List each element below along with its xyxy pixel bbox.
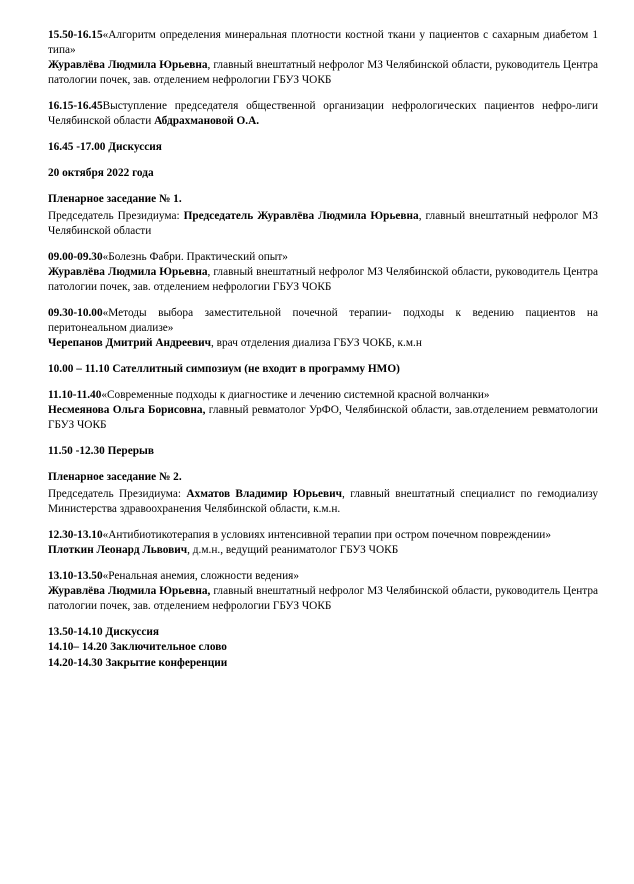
entry-time: 11.10-11.40 — [48, 389, 102, 402]
program-entry — [48, 528, 598, 558]
entry-speaker-details: главный ревматолог УрФО, Челябинской области, зав.отделением ревматологии ГБУЗ ЧОКБ — [48, 404, 598, 432]
chair-prefix: Председатель Президиума: — [48, 488, 187, 501]
discussion-text: 16.45 -17.00 Дискуссия — [48, 141, 162, 154]
closing-conference: 14.20-14.30 Закрытие конференции — [48, 656, 228, 669]
entry-speaker: Черепанов Дмитрий Андреевич — [48, 337, 212, 350]
plenary-chair — [48, 487, 598, 517]
entry-speaker-details: , врач отделения диализа ГБУЗ ЧОКБ, к.м.н — [211, 337, 422, 350]
entry-speaker: Плоткин Леонард Львович — [48, 544, 188, 557]
program-entry — [48, 306, 598, 351]
entry-title: «Методы выбора заместительной почечной терапии- подходы к ведению пациентов на перитонеальном диализе» — [48, 307, 598, 335]
chair-name: Ахматов Владимир Юрьевич — [186, 488, 342, 501]
entry-speaker: Журавлёва Людмила Юрьевна — [48, 59, 208, 72]
plenary-chair — [48, 209, 598, 239]
entry-title: «Алгоритм определения минеральная плотности костной ткани у пациентов с сахарным диабетом 1 типа» — [48, 29, 598, 57]
entry-time: 16.15-16.45 — [48, 100, 103, 113]
chair-suffix: , главный внештатный специалист по гемодиализу Министерства здравоохранения Челябинской области, к.м.н. — [48, 488, 598, 516]
symposium-entry — [48, 362, 598, 377]
plenary-heading — [48, 192, 598, 207]
break-text: 11.50 -12.30 Перерыв — [48, 445, 154, 458]
chair-prefix: Председатель Президиума: — [48, 210, 184, 223]
entry-time: 12.30-13.10 — [48, 529, 103, 542]
plenary-heading — [48, 470, 598, 485]
date-heading — [48, 166, 598, 181]
entry-speaker: Абдрахмановой О.А. — [154, 115, 260, 128]
date-heading-text: 20 октября 2022 года — [48, 167, 154, 180]
entry-title: Выступление председателя общественной организации нефрологических пациентов нефро-лиги Челябинской области — [48, 100, 598, 128]
entry-title: «Болезнь Фабри. Практический опыт» — [102, 251, 288, 264]
program-entry — [48, 28, 598, 88]
entry-speaker-details: , д.м.н., ведущий реаниматолог ГБУЗ ЧОКБ — [187, 544, 399, 557]
entry-speaker: Несмеянова Ольга Борисовна, — [48, 404, 206, 417]
entry-time: 09.30-10.00 — [48, 307, 103, 320]
program-entry — [48, 569, 598, 614]
closing-word: 14.10– 14.20 Заключительное слово — [48, 641, 227, 654]
program-entry — [48, 99, 598, 129]
closing-discussion: 13.50-14.10 Дискуссия — [48, 626, 160, 639]
closing-entries — [48, 625, 598, 670]
entry-speaker: Журавлёва Людмила Юрьевна — [48, 266, 208, 279]
discussion-entry — [48, 140, 598, 155]
program-entry — [48, 250, 598, 295]
plenary-heading-text: Пленарное заседание № 2. — [48, 471, 182, 484]
entry-speaker-details: , главный внештатный нефролог МЗ Челябинской области, руководитель Центра патологии почек, зав. отделением нефрологии ГБУЗ ЧОКБ — [48, 266, 598, 294]
entry-speaker: Журавлёва Людмила Юрьевна, — [48, 585, 211, 598]
entry-time: 15.50-16.15 — [48, 29, 103, 41]
plenary-heading-text: Пленарное заседание № 1. — [48, 193, 182, 206]
entry-title: «Антибиотикотерапия в условиях интенсивной терапии при остром почечном повреждении» — [102, 529, 551, 542]
entry-title: «Современные подходы к диагностике и лечению системной красной волчанки» — [101, 389, 490, 402]
entry-time: 09.00-09.30 — [48, 251, 103, 264]
entry-title: «Ренальная анемия, сложности ведения» — [102, 570, 299, 583]
entry-speaker-details: , главный внештатный нефролог МЗ Челябинской области, руководитель Центра патологии почек, зав. отделением нефрологии ГБУЗ ЧОКБ — [48, 59, 598, 87]
chair-suffix: , главный внештатный нефролог МЗ Челябинской области — [48, 210, 598, 238]
symposium-text: 10.00 – 11.10 Сателлитный симпозиум (не входит в программу НМО) — [48, 363, 400, 376]
program-entry — [48, 388, 598, 433]
entry-time: 13.10-13.50 — [48, 570, 103, 583]
chair-name: Председатель Журавлёва Людмила Юрьевна — [183, 210, 419, 223]
break-entry — [48, 444, 598, 459]
entry-speaker-details: главный внештатный нефролог МЗ Челябинской области, руководитель Центра патологии почек, зав. отделением нефрологии ГБУЗ ЧОКБ — [48, 585, 598, 613]
